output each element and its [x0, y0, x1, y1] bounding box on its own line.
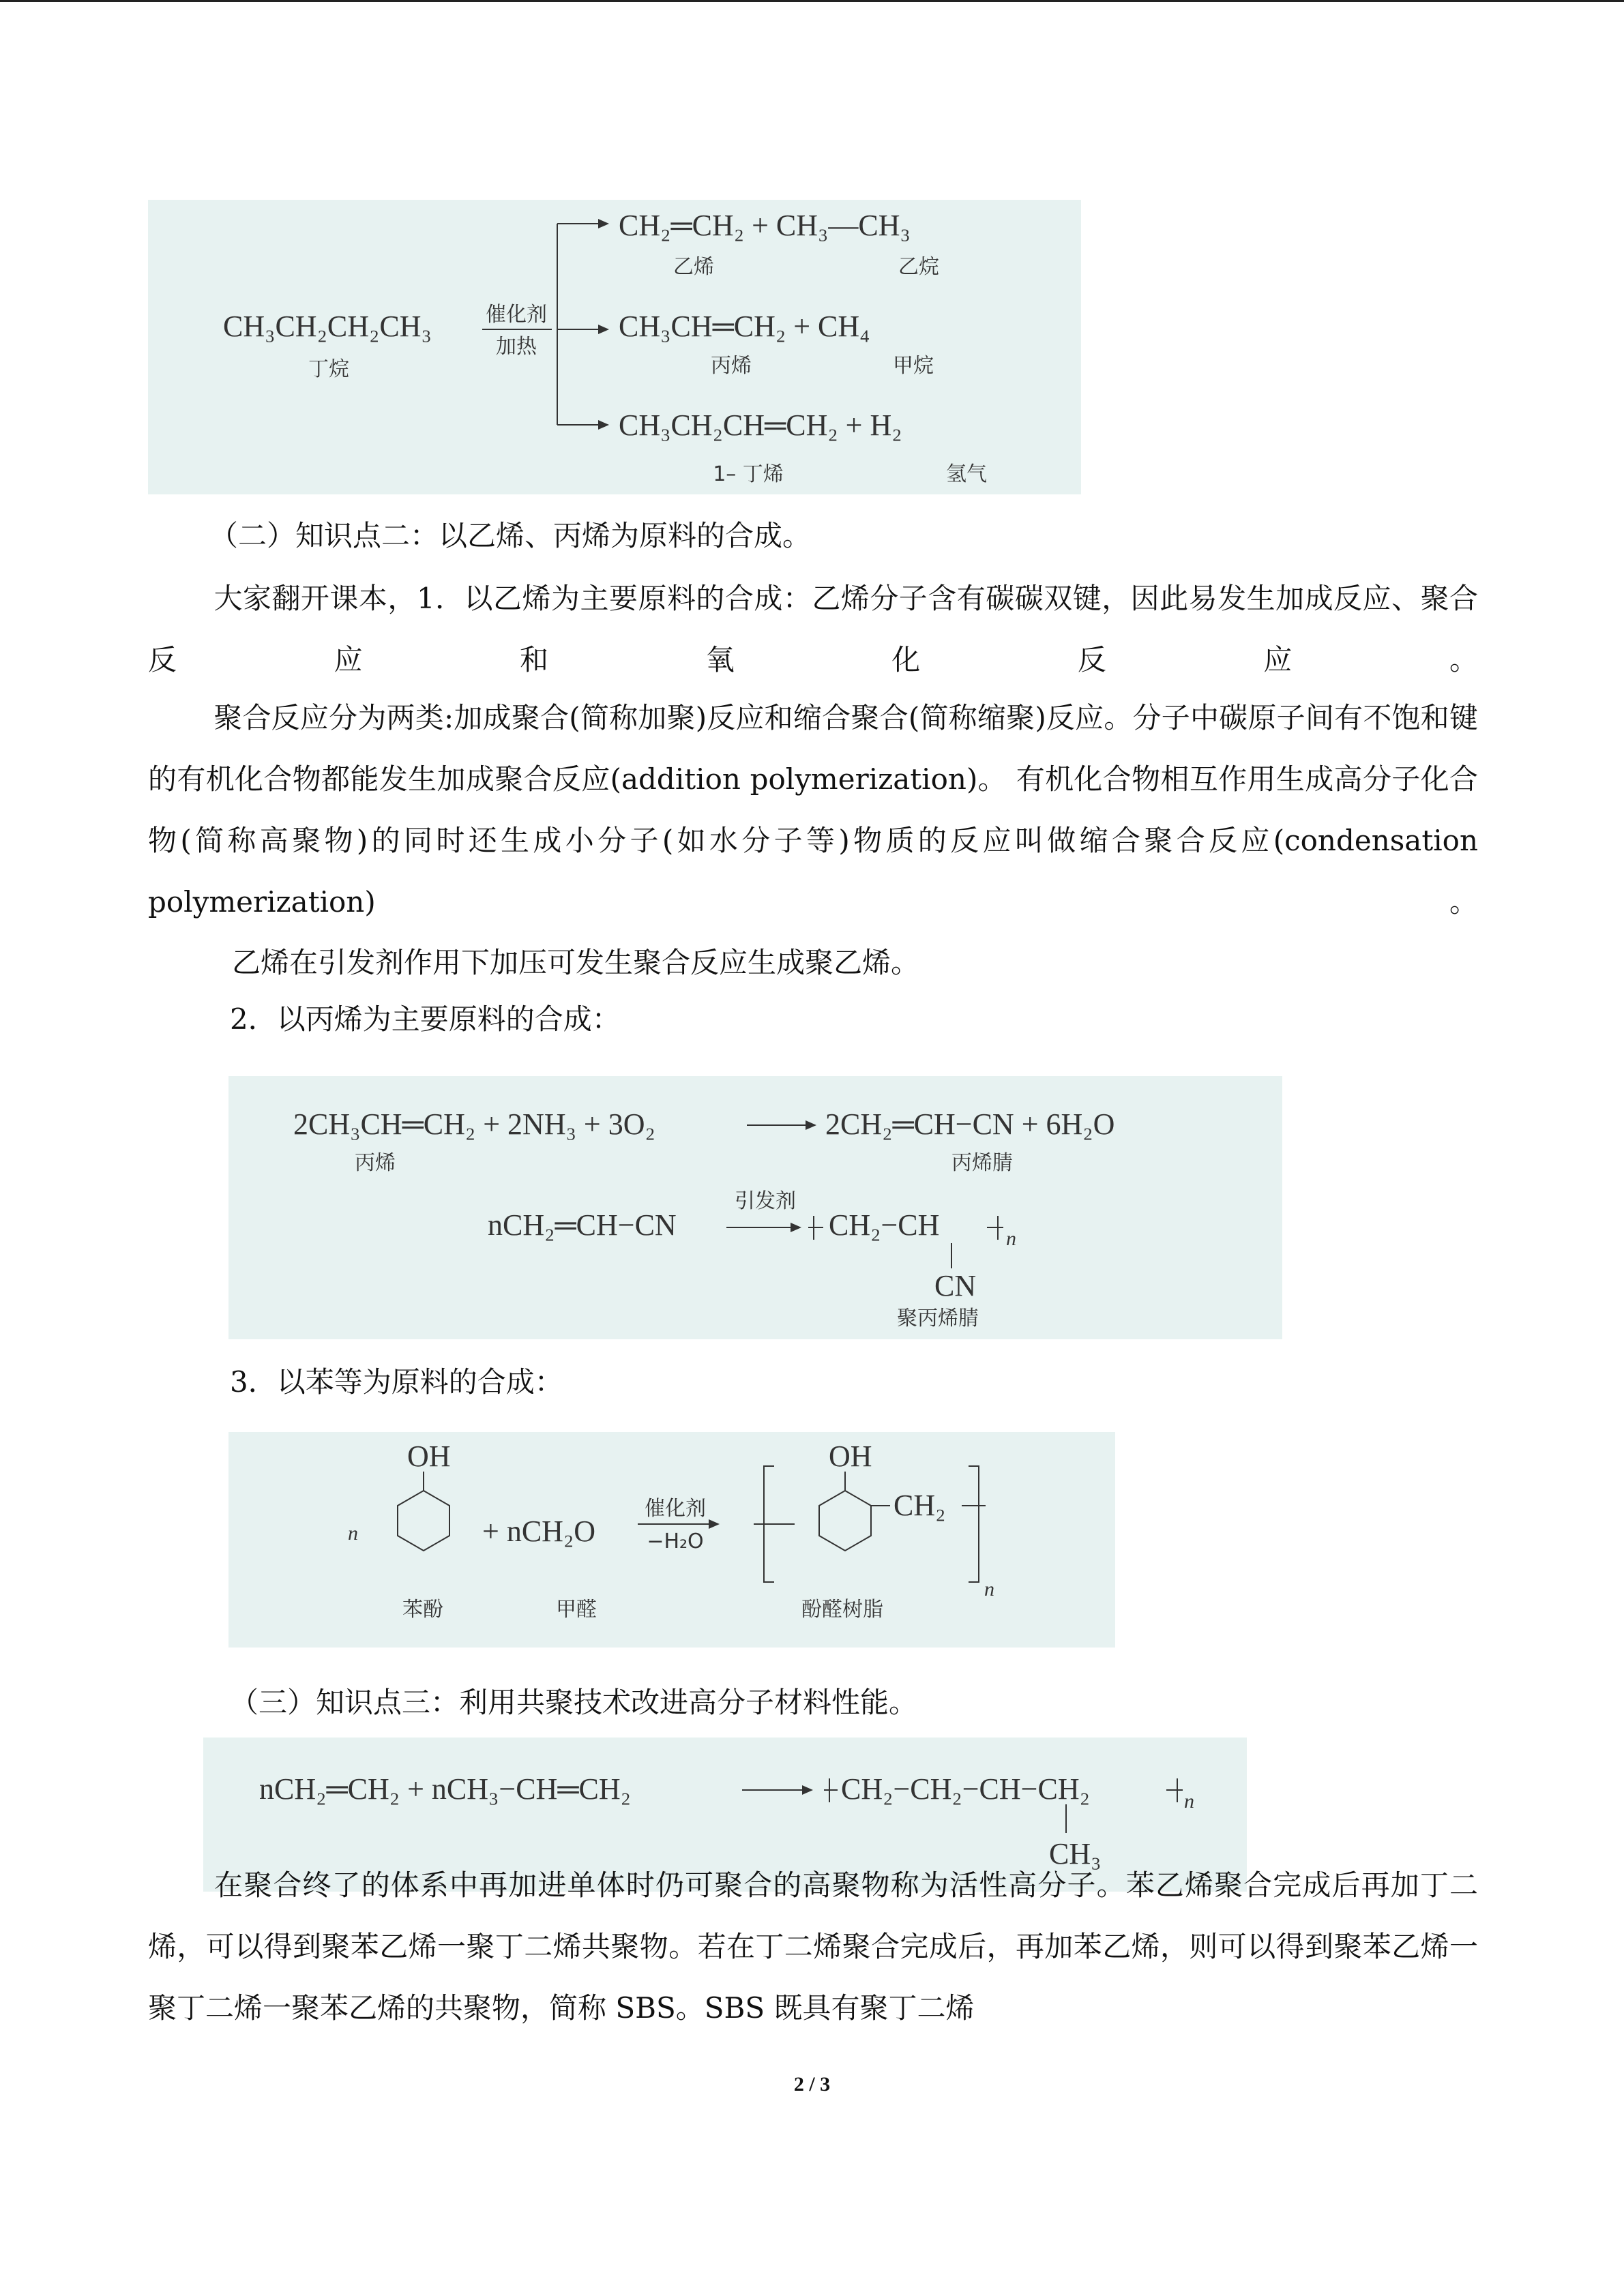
formaldehyde-term: + nCH₂O: [482, 1515, 596, 1548]
reaction3-products: CH₃CH₂CH═CH₂ + H₂: [619, 408, 902, 442]
section-heading-2: （二）知识点二：以乙烯、丙烯为原料的合成。: [209, 519, 812, 552]
paragraph-polymerization: [148, 687, 1478, 933]
butane-formula: CH₃CH₂CH₂CH₃: [223, 310, 432, 343]
eq2-polymer: CH₂−CH: [829, 1208, 940, 1242]
paragraph-polyethylene: 乙烯在引发剂作用下加压可发生聚合反应生成聚乙烯。: [232, 946, 920, 979]
figure-propylene-svg: [228, 1076, 1282, 1339]
catalyst-label: 催化剂: [645, 1497, 706, 1521]
butane-label: 丁烷: [308, 357, 349, 381]
phenolic-resin-label: 酚醛树脂: [801, 1598, 883, 1622]
hydrogen-label: 氢气: [946, 462, 987, 486]
copolymer-monomers: nCH₂═CH₂ + nCH₃−CH═CH₂: [259, 1772, 631, 1806]
phenol-coefficient: n: [348, 1522, 358, 1545]
eq2-side-group: CN: [934, 1269, 977, 1302]
polyacrylonitrile-label: 聚丙烯腈: [897, 1307, 979, 1330]
ethylene-label: 乙烯: [673, 255, 714, 279]
page-number: 2 / 3: [793, 2073, 831, 2096]
phenol-oh: OH: [407, 1440, 451, 1473]
eq1-products: 2CH₂═CH−CN + 6H₂O: [825, 1107, 1115, 1141]
ethane-label: 乙烷: [898, 255, 939, 279]
phenol-label: 苯酚: [402, 1598, 443, 1622]
phenol-benzene-ring: [398, 1491, 449, 1551]
copolymer-side-group: CH₃: [1049, 1837, 1102, 1870]
eq1-reactants: 2CH₃CH═CH₂ + 2NH₃ + 3O₂: [293, 1107, 655, 1141]
reaction1-products: CH₂═CH₂ + CH₃—CH₃: [619, 209, 911, 242]
item-propylene-synthesis: 2．以丙烯为主要原料的合成：: [230, 1002, 621, 1036]
figure-phenolic-svg: [228, 1432, 1115, 1648]
figure-butane-cracking: [148, 200, 1081, 494]
propylene-label: 丙烯: [355, 1151, 396, 1175]
resin-benzene-ring: [819, 1491, 871, 1551]
resin-repeat-n: n: [984, 1578, 994, 1600]
copolymer-chain: CH₂−CH₂−CH−CH₂: [841, 1772, 1090, 1806]
reaction2-products: CH₃CH═CH₂ + CH₄: [619, 310, 870, 343]
eq2-monomer: nCH₂═CH−CN: [488, 1208, 677, 1242]
paragraph-ethylene-text: 大家翻开课本，1．以乙烯为主要原料的合成：乙烯分子含有碳碳双键，因此易发生加成反应、聚合反应和氧化反应。: [148, 582, 1478, 676]
figure-butane-cracking-svg: [148, 200, 1081, 494]
acrylonitrile-label: 丙烯腈: [951, 1151, 1013, 1175]
eq2-repeat-n: n: [1006, 1227, 1016, 1250]
copolymer-repeat-n: n: [1184, 1790, 1194, 1813]
paragraph-polymerization-text: 聚合反应分为两类:加成聚合(简称加聚)反应和缩合聚合(简称缩聚)反应。分子中碳原子间有不饱和键的有机化合物都能发生加成聚合反应(addition polymerization)。 有机化合物相互作用生成高分子化合物(简称高聚物)的同时还生成小分子(如水分子等)物质的反应叫做缩合聚合反应(condensation polymerization)。: [148, 701, 1478, 919]
paragraph-living-polymer-text: 在聚合终了的体系中再加进单体时仍可聚合的高聚物称为活性高分子。苯乙烯聚合完成后再加丁二烯，可以得到聚苯乙烯一聚丁二烯共聚物。若在丁二烯聚合完成后，再加苯乙烯，则可以得到聚苯乙烯一聚丁二烯一聚苯乙烯的共聚物，简称 SBS。SBS 既具有聚丁二烯: [148, 1868, 1478, 2025]
catalyst-label: 催化剂: [486, 303, 547, 327]
figure-phenolic-resin: [228, 1432, 1115, 1648]
section-heading-3: （三）知识点三：利用共聚技术改进高分子材料性能。: [230, 1686, 918, 1719]
minus-water-label: −H₂O: [647, 1530, 704, 1553]
resin-oh: OH: [829, 1440, 872, 1473]
resin-ch2: CH₂: [894, 1489, 946, 1522]
page-top-border: [0, 0, 1624, 2]
heat-label: 加热: [496, 335, 537, 359]
item-benzene-synthesis: 3．以苯等为原料的合成：: [230, 1365, 563, 1399]
paragraph-ethylene: [148, 568, 1478, 691]
propylene-label: 丙烯: [711, 354, 752, 378]
formaldehyde-label: 甲醛: [556, 1598, 597, 1622]
initiator-label: 引发剂: [735, 1189, 796, 1213]
figure-propylene-synthesis: [228, 1076, 1282, 1339]
paragraph-living-polymer: [148, 1855, 1478, 2100]
butene-label: 1– 丁烯: [713, 462, 784, 486]
methane-label: 甲烷: [893, 354, 934, 378]
